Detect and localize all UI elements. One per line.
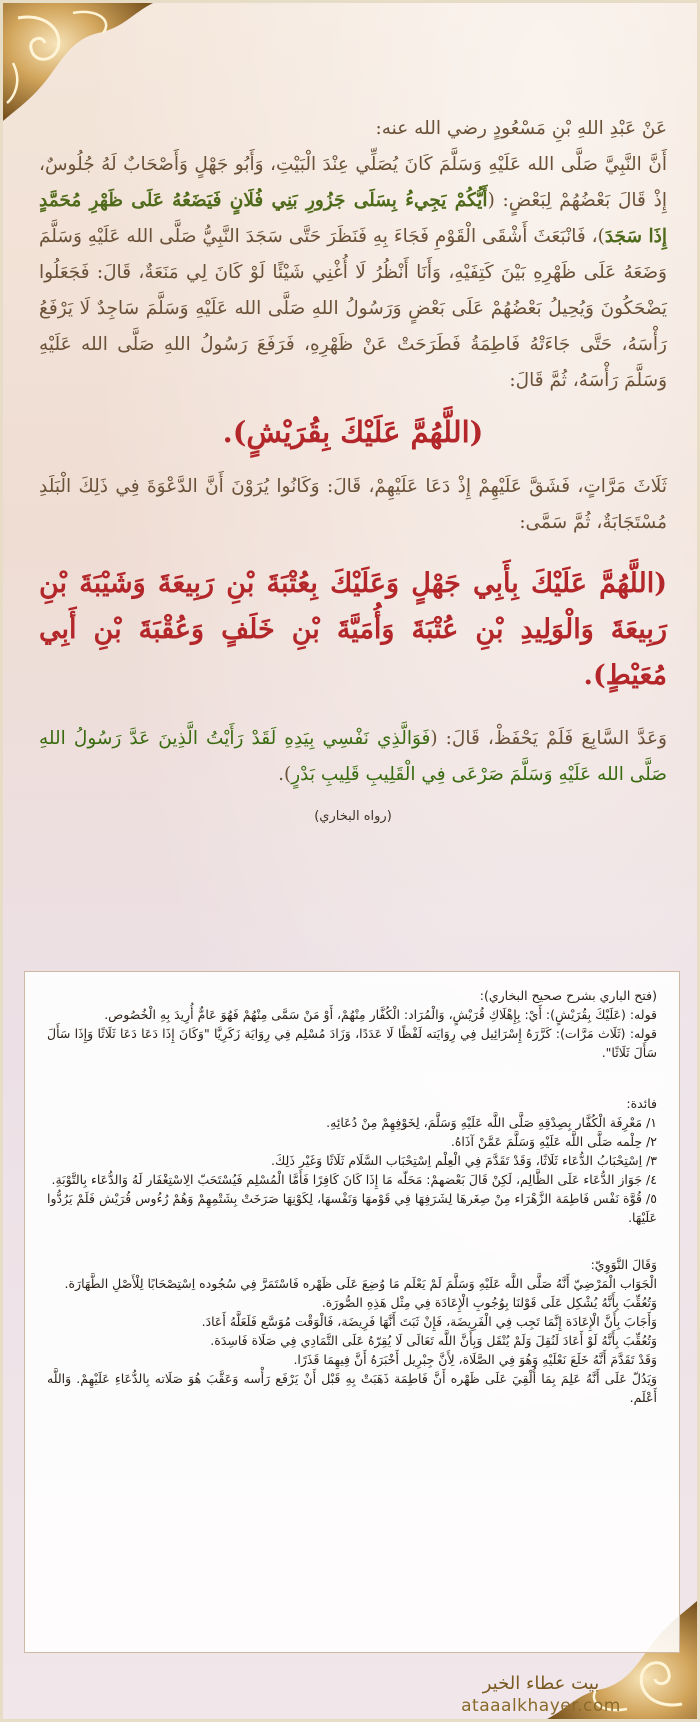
narrator-line: عَنْ عَبْدِ اللهِ بْنِ مَسْعُودٍ رضي الله عنه:: [375, 118, 667, 139]
nawawi-line-3: وَأَجَابَ بِأَنَّ الْإِعَادَة إِنَّمَا تَجِب فِي الْفَرِيضَة، فَإِنْ ثَبَتَ أَنَّهَا فَرِيضَة، فَالْوَقْت مُوَسَّع فَلَعَلَّهُ أَعَادَ.: [201, 1314, 657, 1329]
hadith-source: (رواه البخاري): [314, 809, 392, 824]
hadith-quote-green: فَوَالَّذِي نَفْسِي بِيَدِهِ لَقَدْ رَأَيْتُ الَّذِينَ عَدَّ رَسُولُ اللهِ صَلَّى الله عَلَيْهِ وَسَلَّمَ صَرْعَى فِي الْقَلِيبِ قَلِيبِ بَدْرٍ: [39, 728, 667, 785]
fath-note-1: قوله: (عَلَيْكَ بِقُرَيْشٍ): أَيْ: بِإِهْلَاكِ قُرَيْشٍ، وَالْمُرَاد: الْكُفَّار مِنْهُمْ، أَوْ مَنْ سَمَّى مِنْهُمْ فَهُوَ عَامٌّ أُرِيدَ بِهِ الْخُصُوص.: [104, 1007, 657, 1022]
faida-item-1: ١/ مَعْرِفَة الْكُفَّار بِصِدْقِهِ صَلَّى اللَّه عَلَيْهِ وَسَلَّمَ، لِخَوْفِهِمْ مِنْ دُعَائِهِ.: [326, 1115, 657, 1130]
nawawi-line-6: وَيَدُلّ عَلَى أَنَّهُ عَلِمَ بِمَا أُلْقِيَ عَلَى ظَهْره أَنَّ فَاطِمَة ذَهَبَتْ بِهِ قَبْل أَنْ يَرْفَع رَأْسه وَعَقَّبَ هُوَ صَلَاته بِالدُّعَاءِ عَلَيْهِمْ. وَاللَّه أَعْلَم.: [47, 1371, 657, 1405]
nawawi-line-2: وَتُعُقِّبَ بِأَنَّهُ يُشْكِل عَلَى قَوْلنَا بِوُجُوبِ الْإِعَادَة فِي مِثْل هَذِهِ الصُّورَة.: [321, 1295, 657, 1310]
hadith-text-part: أَنَّ النَّبِيَّ صَلَّى الله عَلَيْهِ وَسَلَّمَ كَانَ يُصَلِّي عِنْدَ الْبَيْتِ، وَأَبُو جَهْلٍ وَأَصْحَابٌ لَهُ جُلُوسٌ، إِذْ قَالَ بَعْضُهُمْ لِبَعْضٍ: (: [39, 154, 667, 211]
site-name-arabic: بيت عطاء الخير: [482, 1673, 600, 1694]
nawawi-line-5: وَقَدْ تَقَدَّمَ أَنَّهُ خَلَعَ نَعْلَيْهِ وَهُوَ فِي الصَّلَاة، لِأَنَّ جِبْرِيل أَخْبَرَهُ أَنَّ فِيهِمَا قَذَرًا.: [293, 1352, 657, 1367]
faida-item-5: ٥/ قُوَّة نَفْس فَاطِمَة الزَّهْرَاء مِنْ صِغَرهَا لِشَرَفِهَا فِي قَوْمهَا وَنَفْسهَا، لِكَوْنِهَا صَرَخَتْ بِشَتْمِهِمْ وَهُمْ رُءُوس قُرَيْش فَلَمْ يَرُدُّوا عَلَيْهَا.: [47, 1191, 657, 1225]
hadith-paragraph-1: [39, 147, 667, 399]
prayer-names: (اللَّهُمَّ عَلَيْكَ بِأَبِي جَهْلٍ وَعَلَيْكَ بِعُتْبَةَ بْنِ رَبِيعَةَ وَشَيْبَةَ بْنِ رَبِيعَةَ وَالْوَلِيدِ بْنِ عُتْبَةَ وَأُمَيَّةَ بْنِ خَلَفٍ وَعُقْبَةَ بْنِ أَبِي مُعَيْطٍ).: [39, 568, 667, 691]
fath-note-2: قوله: (ثَلَاث مَرَّات): كَرَّرَهُ إِسْرَائِيل فِي رِوَايَته لَفْظًا لَا عَدَدًا، وَزَادَ مُسْلِم فِي رِوَايَة زَكَرِيَّا "وَكَانَ إِذَا دَعَا دَعَا ثَلَاثًا وَإِذَا سَأَلَ سَأَلَ ثَلَاثًا".: [47, 1026, 657, 1060]
hadith-quote-highlight: أَيُّكُمْ يَجِيءُ بِسَلَى جَزُورِ بَنِي فُلَانٍ فَيَضَعُهُ عَلَى ظَهْرِ مُحَمَّدٍ إِذَا سَجَدَ: [39, 190, 667, 247]
faida-item-4: ٤/ جَوَاز الدُّعَاء عَلَى الظَّالِم، لَكِنْ قَالَ بَعْضهمْ: مَحَلّه مَا إِذَا كَانَ كَافِرًا فَأَمَّا الْمُسْلِم فَيُسْتَحَبّ الِاسْتِغْفَار لَهُ وَالدُّعَاء بِالتَّوْبَةِ.: [51, 1172, 657, 1187]
hadith-text-part: وَعَدَّ السَّابِعَ فَلَمْ يَحْفَظْ، قَالَ: (: [430, 728, 667, 749]
ornament-corner-top-left: [3, 3, 153, 123]
hadith-paragraph-2: ثَلَاثَ مَرَّاتٍ، فَشَقَّ عَلَيْهِمْ إِذْ دَعَا عَلَيْهِمْ، قَالَ: وَكَانُوا يُرَوْنَ أَنَّ الدَّعْوَةَ فِي ذَلِكَ الْبَلَدِ مُسْتَجَابَةٌ، ثُمَّ سَمَّى:: [39, 476, 667, 533]
prayer-quraysh: (اللَّهُمَّ عَلَيْكَ بِقُرَيْشٍ).: [222, 415, 484, 449]
faida-item-3: ٣/ اِسْتِحْبَابُ الدُّعَاء ثَلَاثًا، وَقَدْ تَقَدَّمَ فِي الْعِلْم اِسْتِحْبَاب السَّلَام ثَلَاثًا وَغَيْر ذَلِكَ.: [271, 1153, 657, 1168]
hadith-text-part: ).: [278, 764, 292, 785]
hadith-paragraph-3: [39, 721, 667, 793]
nawawi-line-1: الْجَوَاب الْمَرْضِيّ أَنَّهُ صَلَّى اللَّه عَلَيْهِ وَسَلَّمَ لَمْ يَعْلَم مَا وُضِعَ عَلَى ظَهْره فَاسْتَمَرَّ فِي سُجُوده اِسْتِصْحَابًا لِلْأَصْلِ الطَّهَارَة.: [64, 1276, 657, 1291]
commentary-box: [24, 971, 680, 1653]
site-url: ataaalkhayer.com: [461, 1696, 621, 1716]
spacer: [47, 1062, 657, 1094]
nawawi-title: وَقَالَ النَّوَوِيّ:: [590, 1257, 657, 1272]
hadith-section: [39, 111, 667, 824]
hadith-text-part: )، فَانْبَعَثَ أَشْقَى الْقَوْمِ فَجَاءَ بِهِ فَنَظَرَ حَتَّى سَجَدَ النَّبِيُّ صَلَّى الله عَلَيْهِ وَسَلَّمَ وَضَعَهُ عَلَى ظَهْرِهِ بَيْنَ كَتِفَيْهِ، وَأَنَا أَنْظُرُ لَا أُغْنِي شَيْئًا لَوْ كَانَ لِي مَنَعَةٌ، قَالَ: فَجَعَلُوا يَضْحَكُونَ وَيُحِيلُ بَعْضُهُمْ عَلَى بَعْضٍ وَرَسُولُ اللهِ صَلَّى الله عَلَيْهِ وَسَلَّمَ سَاجِدٌ لَا يَرْفَعُ رَأْسَهُ، حَتَّى جَاءَتْهُ فَاطِمَةُ فَطَرَحَتْ عَنْ ظَهْرِهِ، فَرَفَعَ رَسُولُ اللهِ صَلَّى الله عَلَيْهِ وَسَلَّمَ رَأْسَهُ، ثُمَّ قَالَ:: [39, 226, 667, 391]
fath-title: (فتح الباري بشرح صحيح البخاري):: [479, 988, 657, 1003]
faida-title: فائدة:: [626, 1096, 657, 1111]
nawawi-line-4: وَتُعُقِّبَ بِأَنَّهُ لَوْ أَعَادَ لَنُقِلَ وَلَمْ يُنْقَل وَبِأَنَّ اللَّه تَعَالَى لَا يُقِرّهُ عَلَى التَّمَادِي فِي صَلَاة فَاسِدَة.: [210, 1333, 657, 1348]
spacer: [47, 1227, 657, 1255]
site-logo: [431, 1673, 651, 1717]
faida-item-2: ٢/ حِلْمه صَلَّى اللَّه عَلَيْهِ وَسَلَّمَ عَمَّنْ آذَاهُ.: [450, 1134, 657, 1149]
